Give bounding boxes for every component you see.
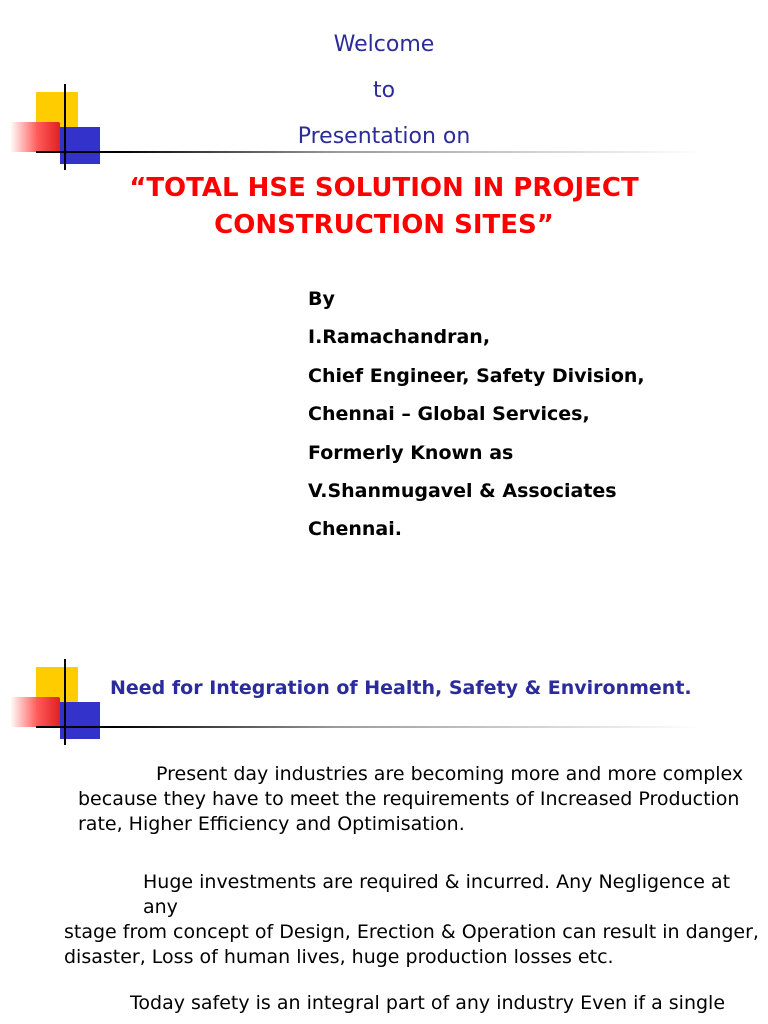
red-square xyxy=(10,697,60,727)
paragraph-line: Huge investments are required & incurred. Any Negligence at any xyxy=(143,871,731,918)
title-line-2: CONSTRUCTION SITES” xyxy=(214,210,554,240)
paragraph-line: disaster, Loss of human lives, huge production losses etc. xyxy=(64,946,614,968)
presentation-on-text: Presentation on xyxy=(297,124,471,149)
welcome-text: Welcome xyxy=(333,32,435,57)
paragraph-line: stage from concept of Design, Erection & Operation can result in danger, xyxy=(64,921,759,943)
author-line: Chennai – Global Services, xyxy=(308,403,590,426)
blue-square xyxy=(60,702,100,739)
vertical-rule xyxy=(64,659,66,745)
author-line: Chennai. xyxy=(308,518,402,541)
paragraph-2 xyxy=(64,870,764,970)
author-block xyxy=(308,285,645,554)
paragraph-3 xyxy=(64,991,764,1016)
author-line: By xyxy=(308,288,335,310)
author-line: Formerly Known as xyxy=(308,441,514,464)
title-line-1: “TOTAL HSE SOLUTION IN PROJECT xyxy=(129,173,639,203)
horizontal-rule xyxy=(36,726,700,728)
horizontal-rule xyxy=(36,151,700,153)
to-text: to xyxy=(372,78,396,103)
section-heading: Need for Integration of Health, Safety & Environment. xyxy=(110,677,692,699)
paragraph-line: because they have to meet the requirements of Increased Production xyxy=(78,788,740,810)
author-line: V.Shanmugavel & Associates xyxy=(308,479,617,502)
author-line: I.Ramachandran, xyxy=(308,326,491,349)
presentation-title xyxy=(0,170,768,244)
paragraph-1 xyxy=(78,762,758,837)
slide2-decoration xyxy=(0,655,700,750)
author-line: Chief Engineer, Safety Division, xyxy=(308,364,645,387)
paragraph-line: Present day industries are becoming more and more complex xyxy=(156,763,744,785)
paragraph-line: Today safety is an integral part of any industry Even if a single xyxy=(130,992,726,1014)
paragraph-line: rate, Higher Efficiency and Optimisation. xyxy=(78,813,465,835)
